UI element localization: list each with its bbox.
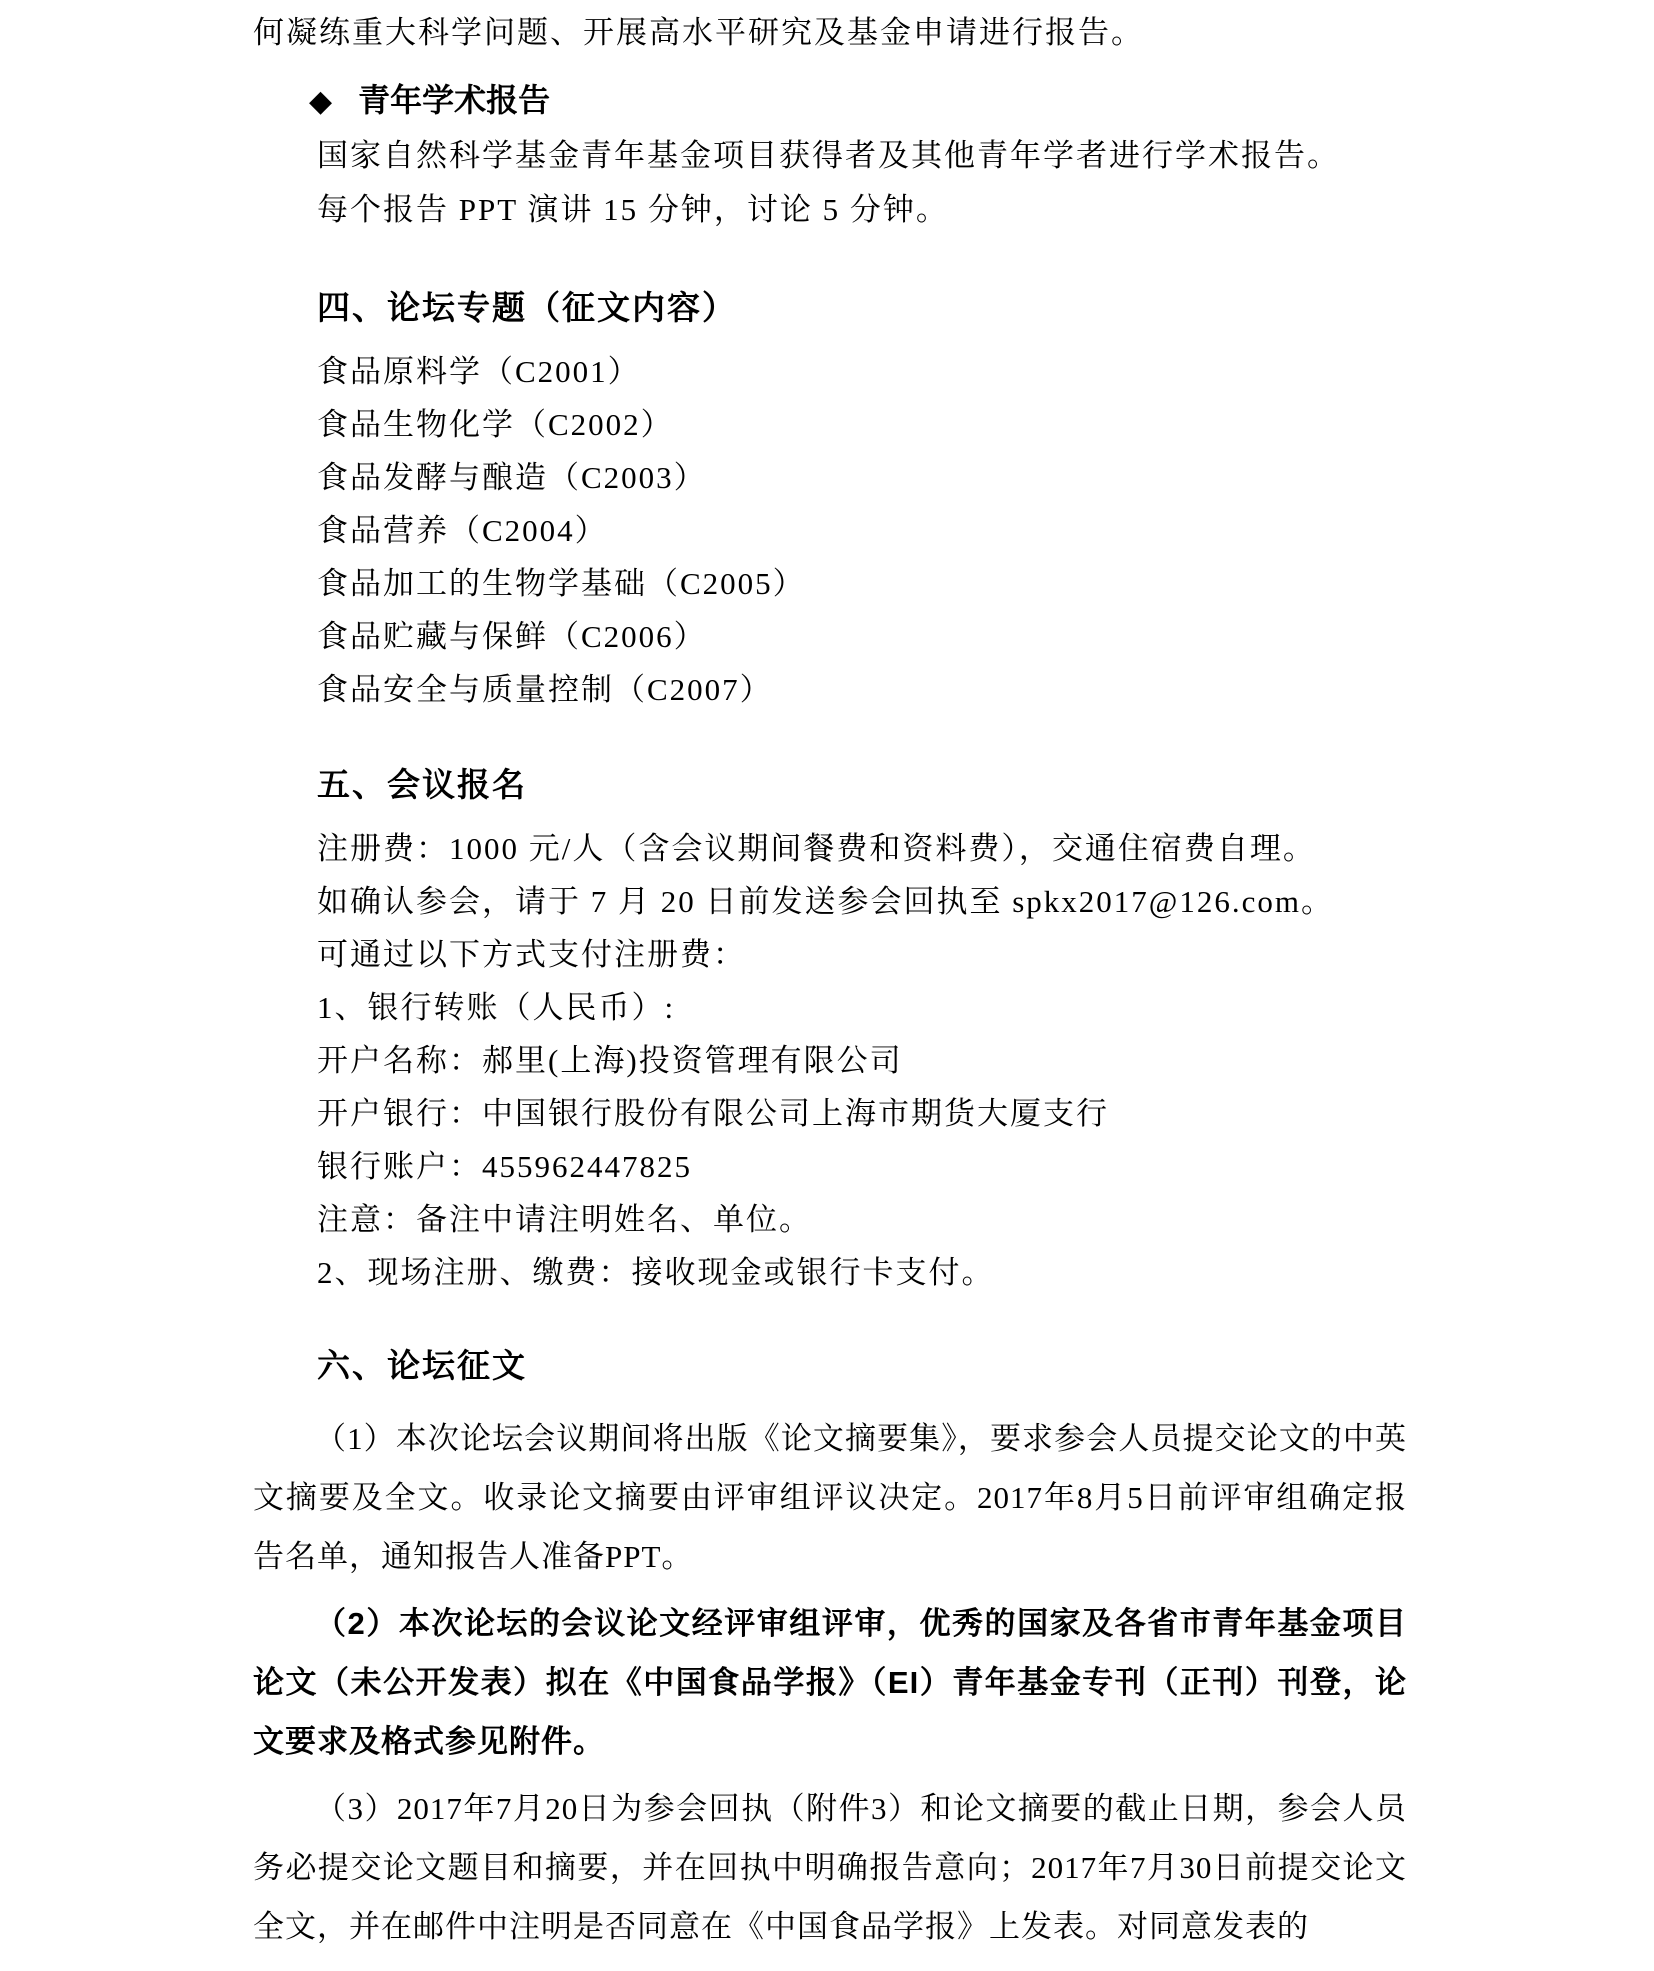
- bank-transfer-line: 1、银行转账（人民币）:: [317, 990, 676, 1025]
- youth-report-heading-label: 青年学术报告: [358, 82, 551, 118]
- cfp-paragraph-2: （2）本次论坛的会议论文经评审组评审，优秀的国家及各省市青年基金项目论文（未公开发表）拟在《中国食品学报》（EI）青年基金专刊（正刊）刊登，论文要求及格式参见附件。: [253, 1606, 1407, 1759]
- continuation-line: 何凝练重大科学问题、开展高水平研究及基金申请进行报告。: [253, 15, 1144, 50]
- account-number-line: 银行账户：455962447825: [317, 1149, 692, 1184]
- youth-report-line-duration: 每个报告 PPT 演讲 15 分钟，讨论 5 分钟。: [317, 192, 949, 227]
- remark-note-line: 注意：备注中请注明姓名、单位。: [317, 1202, 812, 1237]
- topic-item-c2003: 食品发酵与酿造（C2003）: [317, 460, 707, 495]
- section-heading-topics: 四、论坛专题（征文内容）: [317, 289, 737, 326]
- youth-report-line-speakers: 国家自然科学基金青年基金项目获得者及其他青年学者进行学术报告。: [317, 138, 1340, 173]
- topic-item-c2004: 食品营养（C2004）: [317, 513, 608, 548]
- section-heading-registration: 五、会议报名: [317, 766, 527, 803]
- cfp-paragraph-1: （1）本次论坛会议期间将出版《论文摘要集》，要求参会人员提交论文的中英文摘要及全文。收录论文摘要由评审组评议决定。2017年8月5日前评审组确定报告名单，通知报告人准备PPT。: [253, 1421, 1407, 1574]
- topic-item-c2001: 食品原料学（C2001）: [317, 354, 641, 389]
- diamond-bullet-icon: ◆: [309, 85, 333, 118]
- registration-reply-line: 如确认参会，请于 7 月 20 日前发送参会回执至 spkx2017@126.com。: [317, 884, 1334, 919]
- document-body: [253, 6, 1407, 1956]
- registration-fee-line: 注册费：1000 元/人（含会议期间餐费和资料费），交通住宿费自理。: [317, 831, 1316, 866]
- payment-methods-line: 可通过以下方式支付注册费：: [317, 937, 746, 972]
- bank-name-line: 开户银行：中国银行股份有限公司上海市期货大厦支行: [317, 1096, 1109, 1131]
- youth-report-heading: [253, 73, 1407, 129]
- account-name-line: 开户名称：郝里(上海)投资管理有限公司: [317, 1043, 903, 1078]
- topic-item-c2002: 食品生物化学（C2002）: [317, 407, 674, 442]
- topic-item-c2005: 食品加工的生物学基础（C2005）: [317, 566, 806, 601]
- onsite-registration-line: 2、现场注册、缴费：接收现金或银行卡支付。: [317, 1255, 995, 1290]
- section-heading-call-for-papers: 六、论坛征文: [317, 1347, 527, 1384]
- topic-item-c2006: 食品贮藏与保鲜（C2006）: [317, 619, 707, 654]
- cfp-paragraph-3: （3）2017年7月20日为参会回执（附件3）和论文摘要的截止日期，参会人员务必提交论文题目和摘要，并在回执中明确报告意向；2017年7月30日前提交论文全文，并在邮件中注明是否同意在《中国食品学报》上发表。对同意发表的: [253, 1791, 1407, 1944]
- topic-item-c2007: 食品安全与质量控制（C2007）: [317, 672, 773, 707]
